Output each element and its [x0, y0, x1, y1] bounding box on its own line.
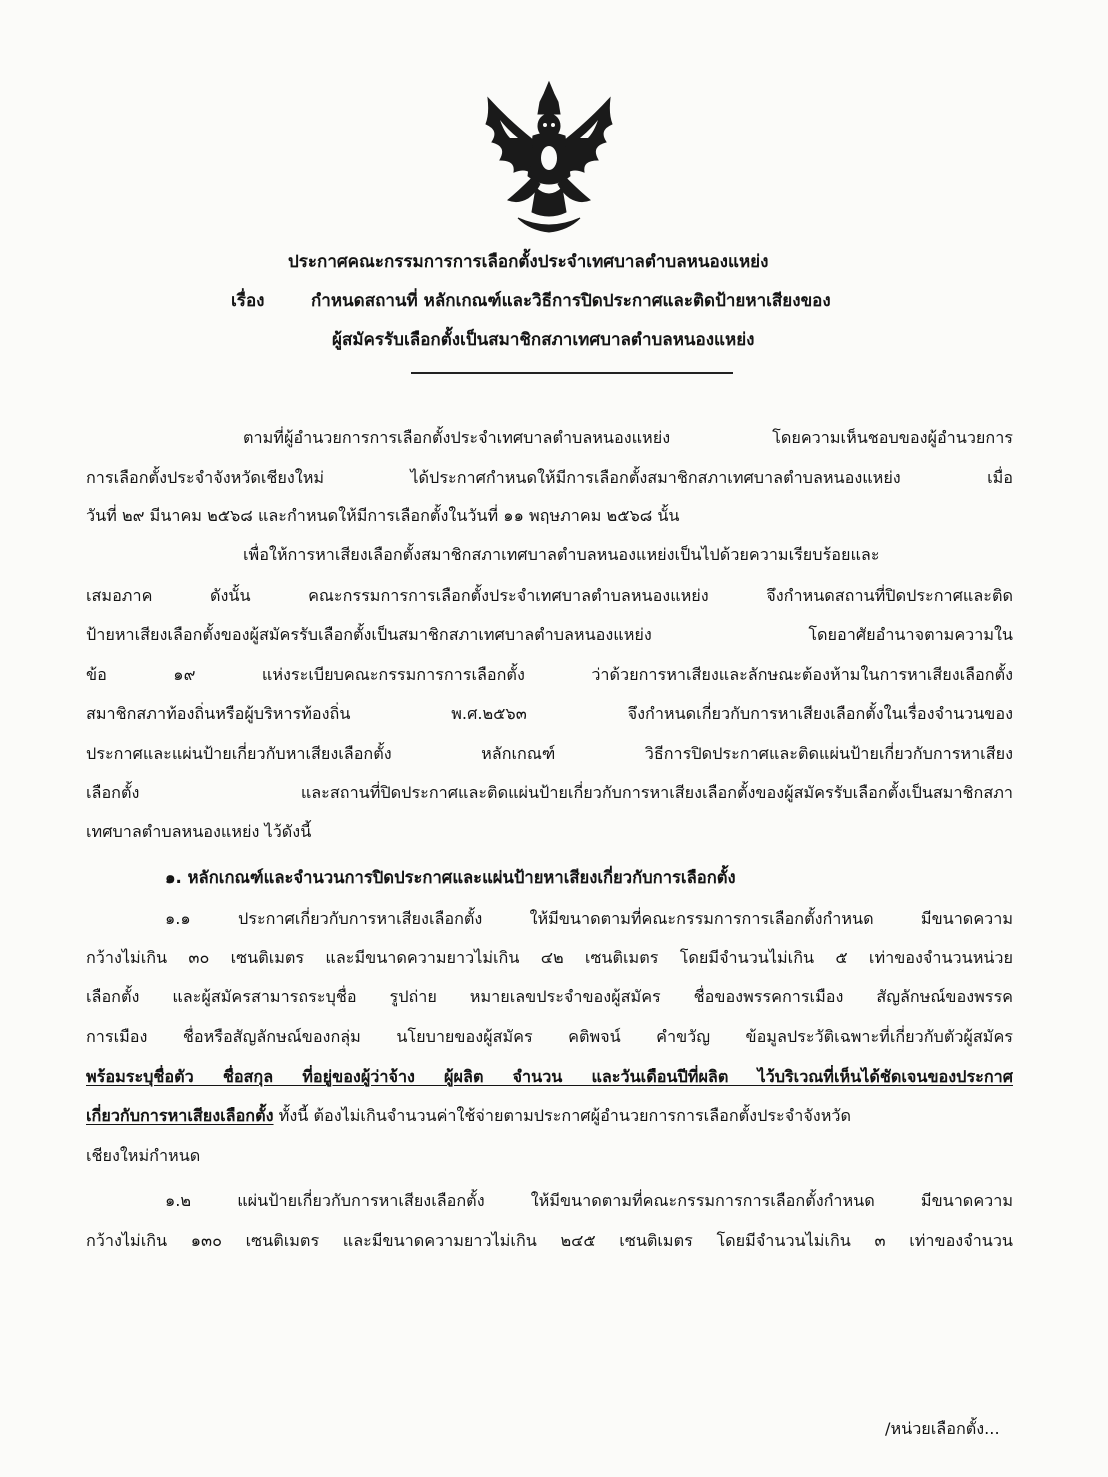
section-1-2-line-1: ๑.๒ แผ่นป้ายเกี่ยวกับการหาเสียงเลือกตั้ง ให้มีขนาดตามที่คณะกรรมการการเลือกตั้งกำหนด มีขนาดความ	[165, 1191, 1013, 1210]
section-1-1-underlined-line: พร้อมระบุชื่อตัว ชื่อสกุล ที่อยู่ของผู้ว่าจ้าง ผู้ผลิต จำนวน และวันเดือนปีที่ผลิต ไว้บริเวณที่เห็นได้ชัดเจนของประกาศ	[86, 1067, 1013, 1086]
announcement-title: ประกาศคณะกรรมการการเลือกตั้งประจำเทศบาลตำบลหนองแหย่ง	[288, 252, 769, 272]
subject-line-2: ผู้สมัครรับเลือกตั้งเป็นสมาชิกสภาเทศบาลตำบลหนองแหย่ง	[332, 330, 755, 350]
paragraph-1-line-1: ตามที่ผู้อำนวยการการเลือกตั้งประจำเทศบาลตำบลหนองแหย่ง โดยความเห็นชอบของผู้อำนวยการ	[243, 428, 1013, 447]
paragraph-2-line-2: เสมอภาค ดังนั้น คณะกรรมการการเลือกตั้งประจำเทศบาลตำบลหนองแหย่ง จึงกำหนดสถานที่ปิดประกาศและติด	[86, 586, 1013, 605]
section-1-1-line-7: เชียงใหม่กำหนด	[86, 1146, 201, 1165]
subject-label: เรื่อง	[231, 291, 265, 311]
section-1-1-underlined-tail: เกี่ยวกับการหาเสียงเลือกตั้ง	[86, 1106, 274, 1125]
section-1-1-line-6-rest: ทั้งนี้ ต้องไม่เกินจำนวนค่าใช้จ่ายตามประกาศผู้อำนวยการการเลือกตั้งประจำจังหวัด	[273, 1106, 851, 1125]
continuation-marker: /หน่วยเลือกตั้ง...	[885, 1419, 1000, 1438]
section-1-1-line-1: ๑.๑ ประกาศเกี่ยวกับการหาเสียงเลือกตั้ง ให้มีขนาดตามที่คณะกรรมการการเลือกตั้งกำหนด มีขนาดความ	[165, 909, 1013, 928]
paragraph-2-line-1: เพื่อให้การหาเสียงเลือกตั้งสมาชิกสภาเทศบาลตำบลหนองแหย่งเป็นไปด้วยความเรียบร้อยและ	[243, 545, 880, 564]
section-1-1-line-6	[86, 1104, 1013, 1128]
subject-line-1: กำหนดสถานที่ หลักเกณฑ์และวิธีการปิดประกาศและติดป้ายหาเสียงของ	[311, 291, 831, 311]
section-1-1-line-3: เลือกตั้ง และผู้สมัครสามารถระบุชื่อ รูปถ่าย หมายเลขประจำของผู้สมัคร ชื่อของพรรคการเมือง สัญลักษณ์ของพรรค	[86, 987, 1013, 1006]
paragraph-2-line-6: ประกาศและแผ่นป้ายเกี่ยวกับหาเสียงเลือกตั้ง หลักเกณฑ์ วิธีการปิดประกาศและติดแผ่นป้ายเกี่ยวกับการหาเสียง	[86, 744, 1013, 763]
section-1-2-line-2: กว้างไม่เกิน ๑๓๐ เซนติเมตร และมีขนาดความยาวไม่เกิน ๒๔๕ เซนติเมตร โดยมีจำนวนไม่เกิน ๓ เท่าของจำนวน	[86, 1231, 1013, 1250]
section-1-heading: ๑. หลักเกณฑ์และจำนวนการปิดประกาศและแผ่นป้ายหาเสียงเกี่ยวกับการเลือกตั้ง	[165, 868, 736, 887]
paragraph-2-line-8: เทศบาลตำบลหนองแหย่ง ไว้ดังนี้	[86, 822, 312, 841]
paragraph-2-line-5: สมาชิกสภาท้องถิ่นหรือผู้บริหารท้องถิ่น พ.ศ.๒๕๖๓ จึงกำหนดเกี่ยวกับการหาเสียงเลือกตั้งในเรื่องจำนวนของ	[86, 704, 1013, 723]
paragraph-2-line-4: ข้อ ๑๙ แห่งระเบียบคณะกรรมการการเลือกตั้ง ว่าด้วยการหาเสียงและลักษณะต้องห้ามในการหาเสียงเลือกตั้ง	[86, 665, 1013, 684]
garuda-emblem-icon	[478, 80, 620, 236]
section-1-1-line-4: การเมือง ชื่อหรือสัญลักษณ์ของกลุ่ม นโยบายของผู้สมัคร คติพจน์ คำขวัญ ข้อมูลประวัติเฉพาะที่เกี่ยวกับตัวผู้สมัคร	[86, 1027, 1013, 1046]
paragraph-2-line-3: ป้ายหาเสียงเลือกตั้งของผู้สมัครรับเลือกตั้งเป็นสมาชิกสภาเทศบาลตำบลหนองแหย่ง โดยอาศัยอำนาจตามความใน	[86, 625, 1013, 644]
paragraph-2-line-7: เลือกตั้ง และสถานที่ปิดประกาศและติดแผ่นป้ายเกี่ยวกับการหาเสียงเลือกตั้งของผู้สมัครรับเลือกตั้งเป็นสมาชิกสภา	[86, 783, 1013, 802]
title-divider	[411, 372, 733, 374]
paragraph-1-line-2: การเลือกตั้งประจำจังหวัดเชียงใหม่ ได้ประกาศกำหนดให้มีการเลือกตั้งสมาชิกสภาเทศบาลตำบลหนองแหย่ง เมื่อ	[86, 468, 1013, 487]
section-1-1-line-2: กว้างไม่เกิน ๓๐ เซนติเมตร และมีขนาดความยาวไม่เกิน ๔๒ เซนติเมตร โดยมีจำนวนไม่เกิน ๕ เท่าของจำนวนหน่วย	[86, 948, 1013, 967]
paragraph-1-line-3: วันที่ ๒๙ มีนาคม ๒๕๖๘ และกำหนดให้มีการเลือกตั้งในวันที่ ๑๑ พฤษภาคม ๒๕๖๘ นั้น	[86, 506, 680, 525]
